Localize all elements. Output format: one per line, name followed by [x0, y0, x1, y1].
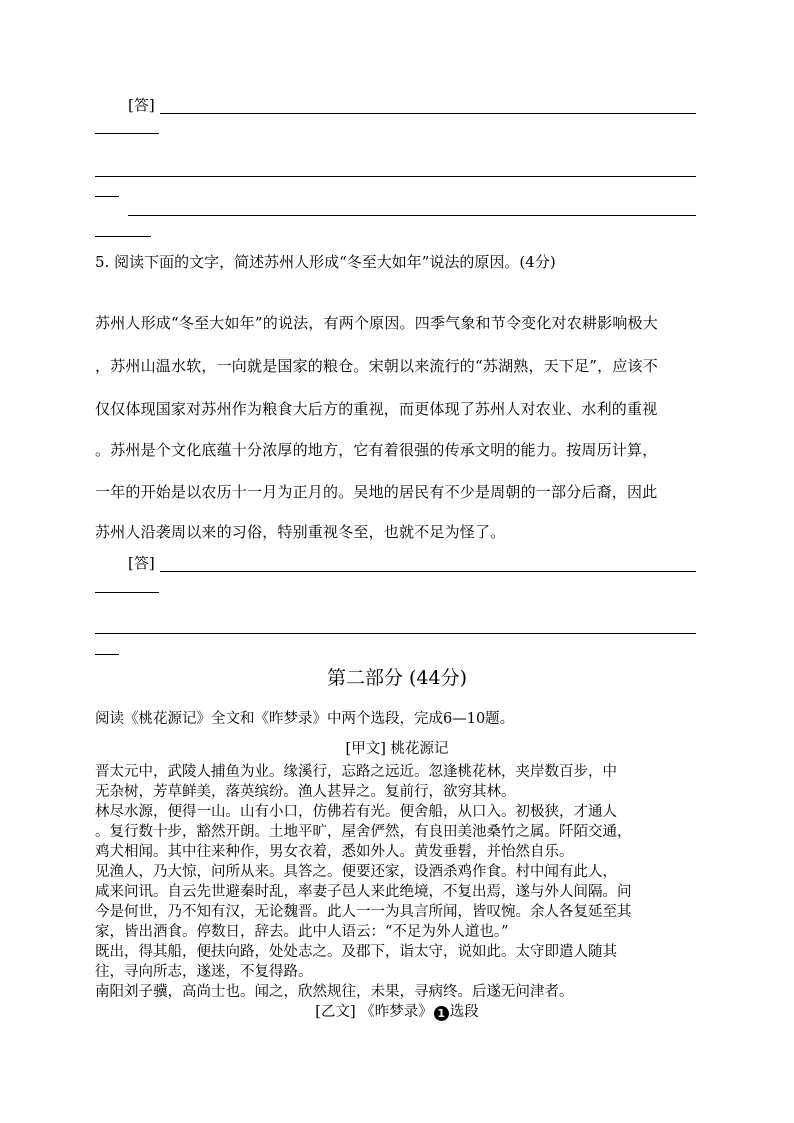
answer-line — [95, 654, 119, 655]
answer-line — [95, 133, 159, 134]
jiawen-line: 鸡犬相闻。其中往来种作，男女衣着，悉如外人。黄发垂髫，并怡然自乐。 — [95, 844, 574, 860]
jiawen-line: 南阳刘子骥，高尚士也。闻之，欣然规往，未果，寻病终。后遂无问津者。 — [95, 984, 574, 1000]
jiawen-title: [甲文] 桃花源记 — [345, 741, 449, 757]
passage-line: 。苏州是个文化底蕴十分浓厚的地方，它有着很强的传承文明的能力。按周历计算， — [95, 441, 658, 459]
jiawen-line: 咸来问讯。自云先世避秦时乱，率妻子邑人来此绝境，不复出焉，遂与外人间隔。问 — [95, 884, 632, 900]
answer-line — [160, 571, 696, 572]
answer-label-2: [答] — [128, 554, 155, 572]
passage-line: 一年的开始是以农历十一月为正月的。吴地的居民有不少是周朝的一部分后裔，因此 — [95, 483, 658, 501]
jiawen-line: 既出，得其船，便扶向路，处处志之。及郡下，诣太守，说如此。太守即遣人随其 — [95, 944, 617, 960]
jiawen-line: 今是何世，乃不知有汉，无论魏晋。此人一一为具言所闻，皆叹惋。余人各复延至其 — [95, 904, 632, 920]
jiawen-line: 家，皆出酒食。停数日，辞去。此中人语云：“不足为外人道也。” — [95, 924, 509, 940]
passage-line: 苏州人沿袭周以来的习俗，特别重视冬至，也就不足为怪了。 — [95, 523, 506, 541]
answer-line — [95, 592, 159, 593]
answer-line — [95, 633, 696, 634]
passage-line: ，苏州山温水软，一向就是国家的粮仓。宋朝以来流行的“苏湖熟，天下足”，应该不 — [95, 357, 658, 375]
yiwen-title — [0, 1002, 794, 1022]
part2-title: 第二部分 (44分) — [326, 667, 468, 689]
part2-instruction: 阅读《桃花源记》全文和《昨梦录》中两个选段，完成6—10题。 — [95, 711, 515, 727]
answer-line — [95, 236, 151, 237]
jiawen-line: 见渔人，乃大惊，问所从来。具答之。便要还家，设酒杀鸡作食。村中闻有此人， — [95, 864, 617, 880]
yiwen-title-a: [乙文] 《昨梦录》 — [315, 1004, 433, 1020]
jiawen-line: 往，寻向所志，遂迷，不复得路。 — [95, 964, 313, 980]
answer-line — [95, 196, 119, 197]
jiawen-text — [95, 762, 632, 1002]
yiwen-title-b: 选段 — [449, 1004, 479, 1020]
jiawen-line: 晋太元中，武陵人捕鱼为业。缘溪行，忘路之远近。忽逢桃花林，夹岸数百步，中 — [95, 764, 617, 780]
answer-line — [95, 176, 696, 177]
jiawen-line: 。复行数十步，豁然开朗。土地平旷，屋舍俨然，有良田美池桑竹之属。阡陌交通， — [95, 824, 632, 840]
answer-label-1: [答] — [128, 96, 155, 114]
passage-line: 苏州人形成“冬至大如年”的说法，有两个原因。四季气象和节令变化对农耕影响极大 — [95, 314, 658, 332]
jiawen-line: 无杂树，芳草鲜美，落英缤纷。渔人甚异之。复前行，欲穷其林。 — [95, 784, 516, 800]
passage-line: 仅仅体现国家对苏州作为粮食大后方的重视，而更体现了苏州人对农业、水利的重视 — [95, 400, 658, 418]
answer-line — [128, 215, 696, 216]
answer-line — [160, 113, 696, 114]
circled-number: 1 — [434, 1006, 449, 1021]
jiawen-line: 林尽水源，便得一山。山有小口，仿佛若有光。便舍船，从口入。初极狭，才通人 — [95, 804, 617, 820]
question-5: 5. 阅读下面的文字，简述苏州人形成“冬至大如年”说法的原因。(4分) — [95, 253, 556, 271]
